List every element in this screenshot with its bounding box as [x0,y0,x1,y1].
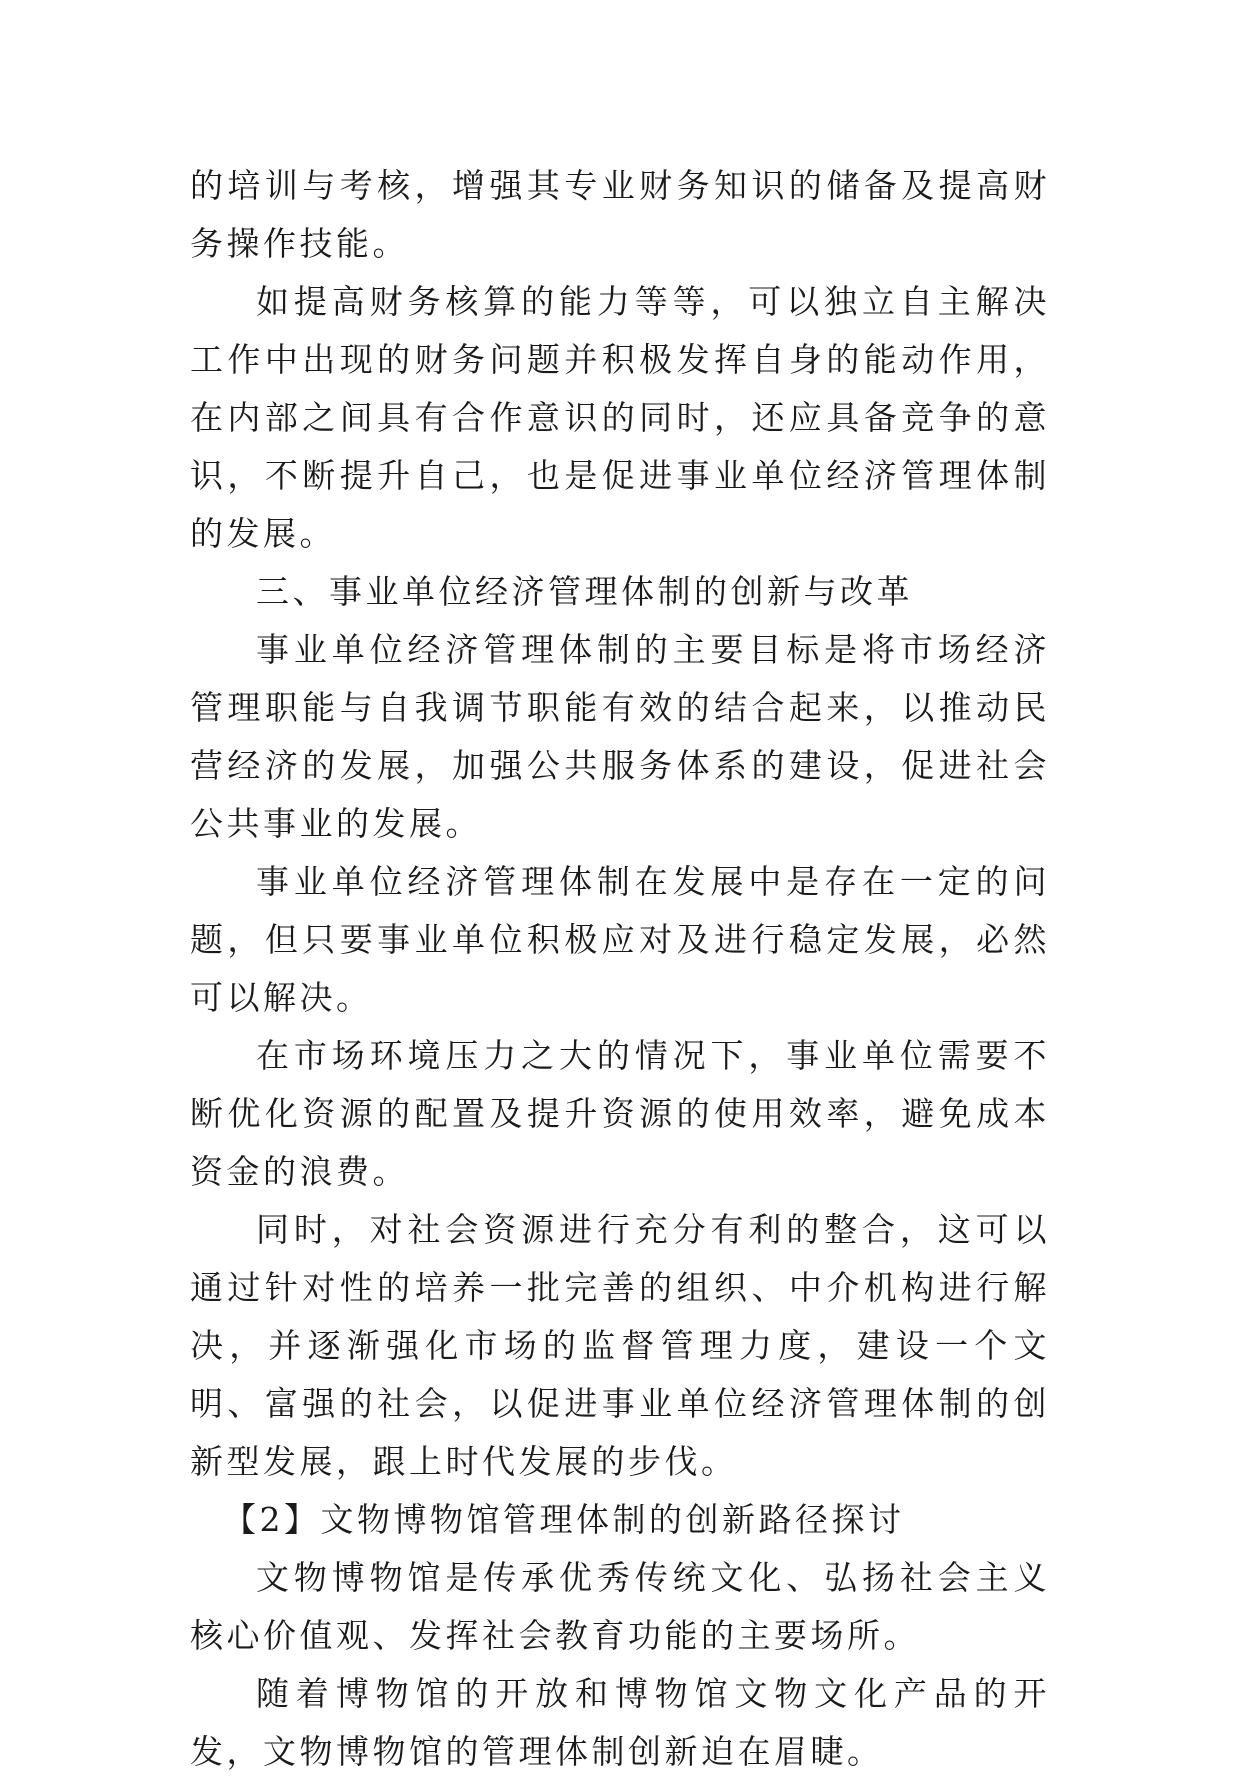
paragraph-museum-role: 文物博物馆是传承优秀传统文化、弘扬社会主义核心价值观、发挥社会教育功能的主要场所。 [190,1558,1050,1655]
paragraph-market-pressure: 在市场环境压力之大的情况下，事业单位需要不断优化资源的配置及提升资源的使用效率，避免成本资金的浪费。 [190,1036,1050,1191]
paragraph-training-continuation: 的培训与考核，增强其专业财务知识的储备及提高财务操作技能。 [190,166,1050,263]
section-heading-innovation-reform: 三、事业单位经济管理体制的创新与改革 [256,572,913,611]
article-title-museum-management: 【2】文物博物馆管理体制的创新路径探讨 [223,1500,905,1539]
paragraph-museum-innovation: 随着博物馆的开放和博物馆文物文化产品的开发，文物博物馆的管理体制创新迫在眉睫。 [190,1674,1050,1771]
document-body [190,157,1050,1781]
paragraph-financial-accounting: 如提高财务核算的能力等等，可以独立自主解决工作中出现的财务问题并积极发挥自身的能动作用，在内部之间具有合作意识的同时，还应具备竞争的意识，不断提升自己，也是促进事业单位经济管理体制的发展。 [190,282,1050,553]
paragraph-resource-integration: 同时，对社会资源进行充分有利的整合，这可以通过针对性的培养一批完善的组织、中介机构进行解决，并逐渐强化市场的监督管理力度，建设一个文明、富强的社会，以促进事业单位经济管理体制的创新型发展，跟上时代发展的步伐。 [190,1210,1050,1481]
paragraph-main-goal: 事业单位经济管理体制的主要目标是将市场经济管理职能与自我调节职能有效的结合起来，以推动民营经济的发展，加强公共服务体系的建设，促进社会公共事业的发展。 [190,630,1050,843]
paragraph-existing-problems: 事业单位经济管理体制在发展中是存在一定的问题，但只要事业单位积极应对及进行稳定发展，必然可以解决。 [190,862,1050,1017]
